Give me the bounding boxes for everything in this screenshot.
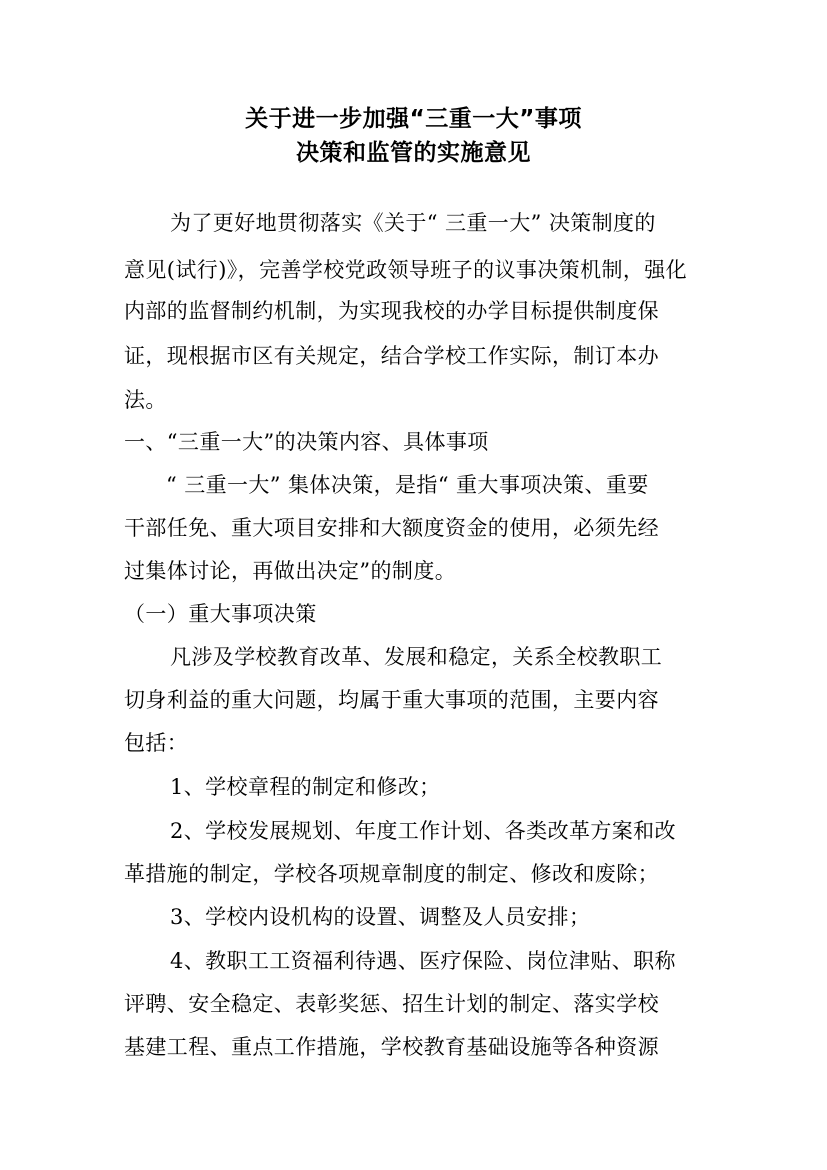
list-item: 1、学校章程的制定和修改； <box>170 775 441 799</box>
body-line: 切身利益的重大问题，均属于重大事项的范围，主要内容 <box>124 688 659 712</box>
body-line: 包括： <box>124 731 189 755</box>
body-line: 干部任免、重大项目安排和大额度资金的使用，必须先经 <box>124 516 659 540</box>
body-line: 革措施的制定，学校各项规章制度的制定、修改和废除； <box>124 862 659 886</box>
list-item: 2、学校发展规划、年度工作计划、各类改革方案和改 <box>170 819 676 843</box>
body-line: 内部的监督制约机制，为实现我校的办学目标提供制度保 <box>124 299 659 323</box>
document-title-line-1: 关于进一步加强“三重一大”事项 <box>245 106 582 132</box>
subsection-heading: （一）重大事项决策 <box>124 602 317 626</box>
body-line: 凡涉及学校教育改革、发展和稳定，关系全校教职工 <box>170 645 663 669</box>
body-line: 过集体讨论，再做出决定”的制度。 <box>124 559 457 583</box>
body-line: 证，现根据市区有关规定，结合学校工作实际，制订本办 <box>124 344 659 368</box>
body-line: 评聘、安全稳定、表彰奖惩、招生计划的制定、落实学校 <box>124 992 659 1016</box>
list-item: 4、教职工工资福利待遇、医疗保险、岗位津贴、职称 <box>170 949 676 973</box>
body-line: 法。 <box>124 388 167 412</box>
body-line: 意见(试行)》，完善学校党政领导班子的议事决策机制，强化 <box>124 258 688 282</box>
body-line: 基建工程、重点工作措施，学校教育基础设施等各种资源 <box>124 1035 659 1059</box>
document-title-line-2: 决策和监管的实施意见 <box>296 140 531 166</box>
body-line: 为了更好地贯彻落实《关于“ 三重一大” 决策制度的 <box>170 211 656 235</box>
body-line: “ 三重一大” 集体决策，是指“ 重大事项决策、重要 <box>166 473 649 497</box>
section-heading: 一、“三重一大”的决策内容、具体事项 <box>124 430 489 454</box>
list-item: 3、学校内设机构的设置、调整及人员安排； <box>170 905 591 929</box>
